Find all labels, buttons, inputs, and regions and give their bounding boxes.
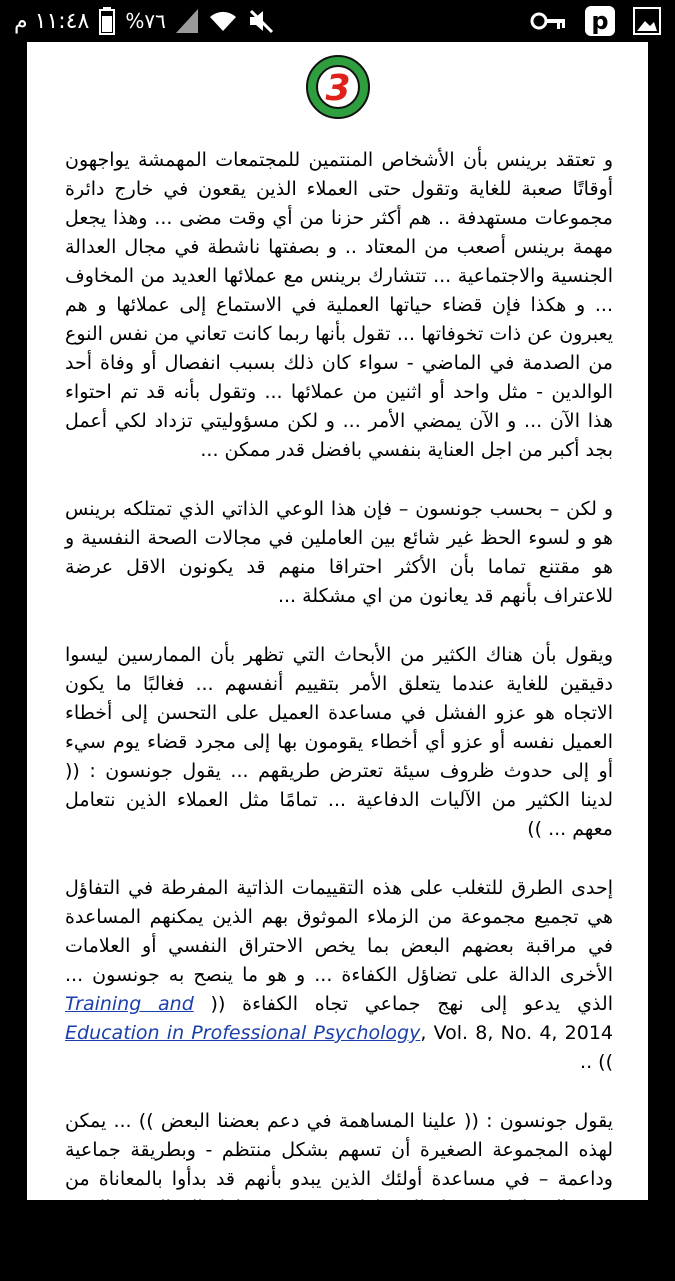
paragraph-4-text: إحدى الطرق للتغلب على هذه التقييمات الذاتية المفرطة في التفاؤل هي تجميع مجموعة من الزملاء الموثوق بهم الذين يمكنهم المساعدة في مراقبة بعضهم البعض بما يخص الاحتراق النفسي أو العلامات الأخرى الدالة على تضاؤل الكفاءة ... و هو ما ينصح به جونسون ... الذي يدعو إلى نهج جماعي تجاه الكفاءة (( bbox=[65, 877, 613, 1015]
citation-close: )) .. bbox=[580, 1051, 613, 1073]
article-page[interactable] bbox=[27, 42, 648, 1277]
paragraph-1: و تعتقد برينس بأن الأشخاص المنتمين للمجتمعات المهمشة يواجهون أوقاتًا صعبة للغاية وتقول حتى العملاء الذين يقعون في خارج دائرة مجموعات مستهدفة .. هم أكثر حزنا من أي وقت مضى ... وهذا يجعل مهمة برينس أصعب من المعتاد .. و بصفتها ناشطة في مجال العدالة الجنسية والاجتماعية ... تتشارك برينس مع عملائها العديد من المخاوف ... و هكذا فإن قضاء حياتها العملية في الاستماع إلى عملائها و هم يعبرون عن ذات تخوفاتها ... تقول بأنها ربما كانت تعاني من نفس النوع من الصدمة في الماضي - سواء كان ذلك بسبب انفصال أو وفاة أحد الوالدين - مثل واحد أو اثنين من عملائها ... وتقول بأنه قد تم احتواء هذا الآن ... و الآن يمضي الأمر ... و لكن مسؤوليتي تزداد لكي أعمل بجد أكبر من اجل العناية بنفسي بافضل قدر ممكن ... bbox=[65, 149, 613, 461]
paragraph-4 bbox=[65, 874, 613, 1077]
citation-link[interactable]: Training and Education in Professional Psychology bbox=[65, 993, 421, 1044]
pinterest-icon: p bbox=[585, 6, 615, 36]
signal-icon bbox=[176, 9, 198, 33]
clock: ١١:٤٨ م bbox=[14, 8, 90, 34]
battery-percent: %٧٦ bbox=[125, 9, 166, 33]
paragraph-5: يقول جونسون : (( علينا المساهمة في دعم بعضنا البعض )) ... يمكن لهذه المجموعة الصغيرة أن تسهم بشكل منتظم - وبطريقة جماعية وداعمة – في مساعدة أولئك الذين يبدو بأنهم قد بدأوا بالمعاناة من بعض المشاكل .. و باساليب لطيفة ... فقد يتعامل المعالج مع العديد من المرضى اللذين يعانون من صدمات ... و قد يجد نفسه بحاجة للتخلص من اعباءه بشكل مؤقت أو حتى طلب العلاج ... bbox=[65, 1110, 613, 1277]
status-left bbox=[14, 0, 274, 42]
status-right bbox=[531, 0, 661, 42]
paragraph-3: ويقول بأن هناك الكثير من الأبحاث التي تظهر بأن الممارسين ليسوا دقيقين للغاية عندما يتعلق الأمر بتقييم أنفسهم ... فغالبًا ما يكون الاتجاه هو عزو الفشل في مساعدة العميل على التحسن إلى أخطاء العميل نفسه أو عزو أي أخطاء يقومون بها إلى مجرد قضاء يوم سيء أو إلى حدوث ظروف سيئة تعترض طريقهم ... يقول جونسون : (( لدينا الكثير من الآليات الدفاعية ... تمامًا مثل العملاء الذين نتعامل معهم ... )) bbox=[65, 644, 613, 840]
mute-icon bbox=[248, 8, 274, 34]
wifi-icon bbox=[208, 9, 238, 33]
battery-icon bbox=[99, 7, 115, 35]
paragraph-2: و لكن – بحسب جونسون – فإن هذا الوعي الذاتي الذي تمتلكه برينس هو و لسوء الحظ غير شائع بين العاملين في مجالات الصحة النفسية و هو مقتنع تماما بأن الأكثر احتراقا منهم قد يكونون الاقل عرضة للاعتراف بأنهم قد يعانون من اي مشكلة ... bbox=[65, 498, 613, 607]
article-body bbox=[65, 146, 613, 1281]
status-bar bbox=[0, 0, 675, 42]
section-number: 3 bbox=[325, 68, 351, 109]
section-number-badge bbox=[305, 54, 371, 120]
citation-details: , Vol. 8, No. 4, 2014 bbox=[420, 1022, 613, 1044]
key-icon bbox=[531, 11, 567, 31]
gallery-icon bbox=[633, 7, 661, 35]
